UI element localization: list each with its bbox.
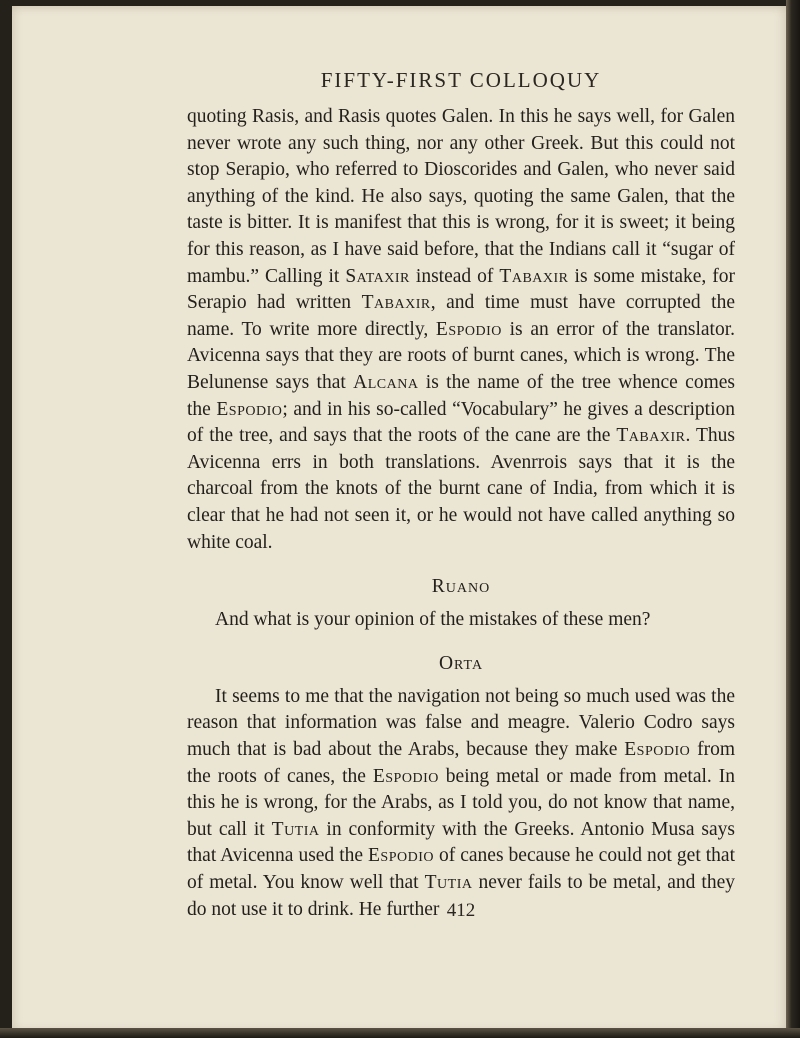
book-edge-bottom <box>0 1028 800 1038</box>
speaker-ruano: Ruano <box>431 576 491 598</box>
term-espodio: Espodio <box>372 765 439 787</box>
text-run: never fails to be metal, and they do not use it to drink. He further <box>187 872 736 920</box>
term-tabaxir: Tabaxir <box>616 425 686 447</box>
term-espodio: Espodio <box>435 318 502 340</box>
term-sataxir: Sataxir <box>345 265 410 287</box>
text-run: is an error of the translator. Avicenna says that they are roots of burnt canes, which is wrong. The Belunense says that <box>187 318 735 393</box>
term-espodio: Espodio <box>368 845 434 867</box>
running-head: FIFTY-FIRST COLLOQUY <box>320 68 602 92</box>
text-run: of canes because he could not get that of metal. You know well that <box>187 845 735 894</box>
term-tabaxir: Tabaxir <box>361 292 431 314</box>
body-text <box>187 104 735 923</box>
paragraph-3 <box>187 684 735 923</box>
book-edge-right <box>786 0 800 1038</box>
text-run: . Thus Avicenna errs in both translations. Avenrrois says that it is the charcoal from the knots of the burnt cane of India, from which it is clear that he had not seen it, or he would not have called anything so white coal. <box>187 425 735 553</box>
speaker-orta: Orta <box>438 653 484 675</box>
text-run: from the roots of canes, the <box>187 739 736 787</box>
term-tabaxir: Tabaxir <box>499 265 569 287</box>
text-run: It seems to me that the navigation not being so much used was the reason that information was false and meagre. Valerio Codro says much that is bad about the Arabs, because they make <box>187 685 735 761</box>
text-run: in conformity with the Greeks. Antonio Musa says that Avicenna used the <box>187 818 735 867</box>
text-run: ; and in his so-called “Vocabulary” he gives a description of the tree, and says that the roots of the cane are the <box>187 398 735 447</box>
paragraph-2: And what is your opinion of the mistakes of these men? <box>215 608 651 630</box>
term-tutia: Tutia <box>424 872 473 894</box>
page-number: 412 <box>446 900 476 921</box>
paragraph-1 <box>187 104 735 556</box>
term-tutia: Tutia <box>271 818 320 840</box>
term-espodio: Espodio <box>216 398 283 420</box>
text-run: , and time must have corrupted the name. To write more directly, <box>187 292 735 340</box>
term-alcana: Alcana <box>353 371 419 393</box>
term-espodio: Espodio <box>624 739 691 761</box>
text-run: instead of <box>409 265 500 287</box>
text-run: is the name of the tree whence comes the <box>187 371 735 420</box>
text-run: quoting Rasis, and Rasis quotes Galen. In this he says well, for Galen never wrote any such thing, nor any other Greek. But this could not stop Serapio, who referred to Dioscorides and Galen, who never said anything of the kind. He also says, quoting the same Galen, that the taste is bitter. It is manifest that this is wrong, for it is sweet; it being for this reason, as I have said before, that the Indians call it “sugar of mambu.” Calling it <box>187 106 735 287</box>
text-run: is some mistake, for Serapio had written <box>187 265 736 314</box>
text-run: being metal or made from metal. In this he is wrong, for the Arabs, as I told you, do not know that name, but call it <box>187 765 735 840</box>
